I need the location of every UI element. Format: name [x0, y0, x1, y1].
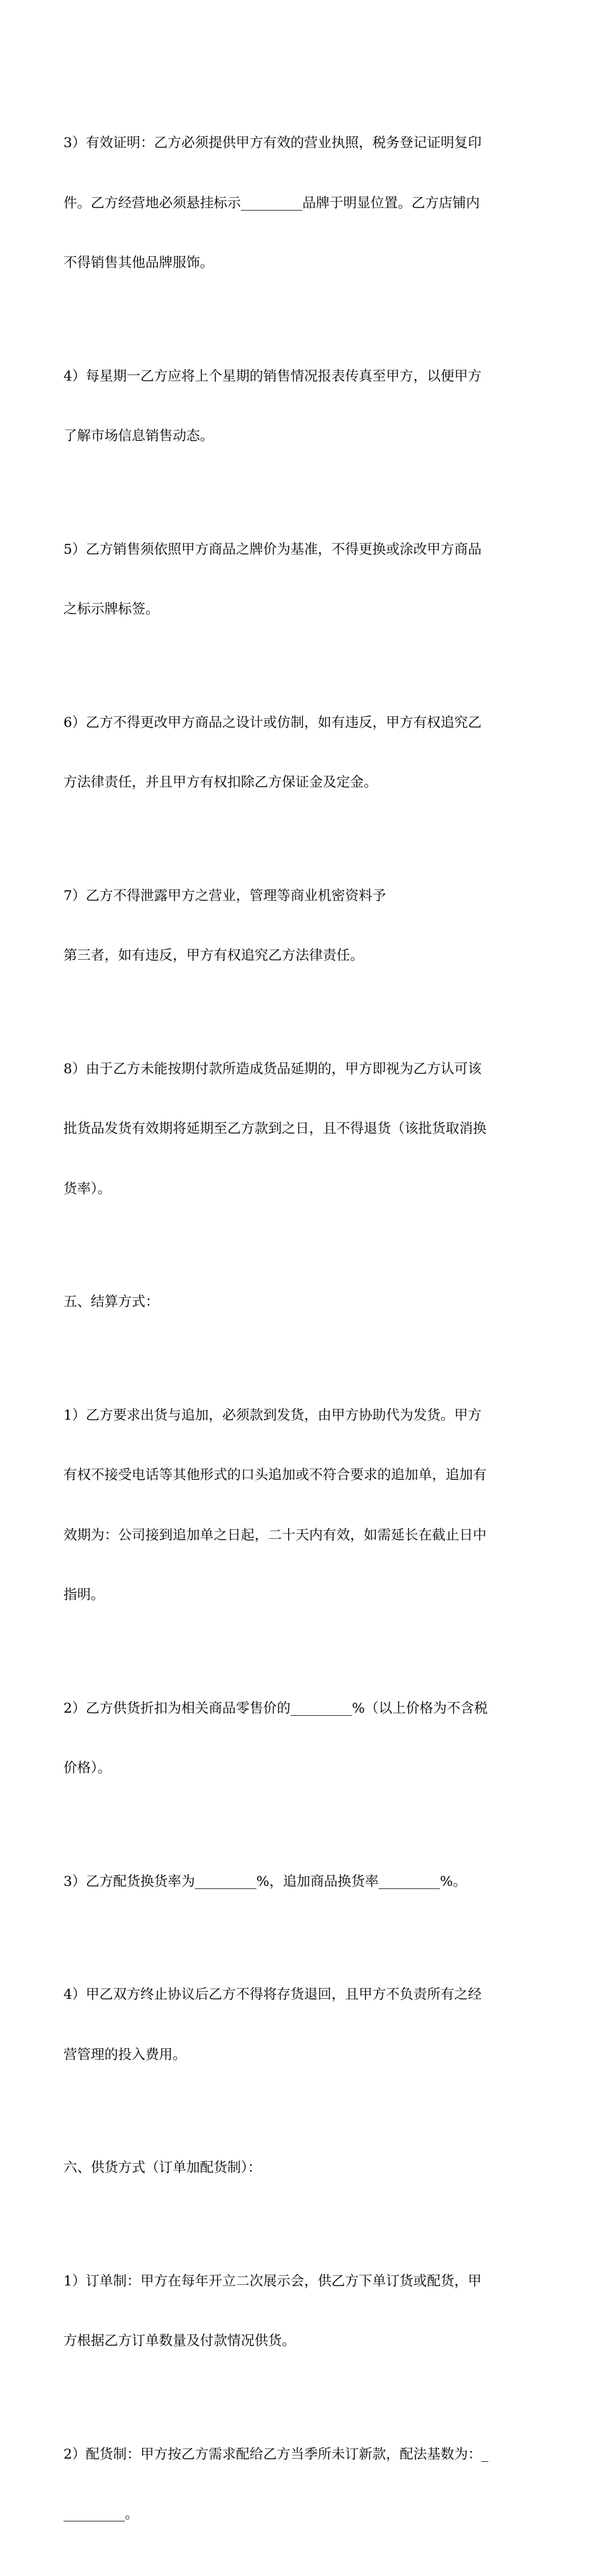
paragraph-discount — [63, 1659, 546, 1819]
text-line: 1）乙方要求出货与追加，必须款到发货，由甲方协助代为发货。甲方 — [63, 1407, 482, 1423]
text-line: 2）配货制：甲方按乙方需求配给乙方当季所未订新款，配法基数为：_ — [63, 2446, 489, 2462]
text-line: 方根据乙方订单数量及付款情况供货。 — [63, 2333, 296, 2349]
text-line: 效期为：公司接到追加单之日起，二十天内有效，如需延长在截止日中 — [63, 1527, 487, 1543]
text-line: 3）有效证明：乙方必须提供甲方有效的营业执照，税务登记证明复印 — [63, 135, 482, 151]
paragraph-order-shipping — [63, 1366, 546, 1645]
text-line: 之标示牌标签。 — [63, 601, 159, 617]
text-line: 7）乙方不得泄露甲方之营业，管理等商业机密资料予 — [63, 887, 387, 904]
section-heading: 五、结算方式： — [63, 1294, 159, 1310]
section-heading-supply — [63, 2118, 546, 2218]
text-line: 货率）。 — [63, 1180, 112, 1197]
paragraph-exchange-rate — [63, 1832, 546, 1932]
text-line: 件。乙方经营地必须悬挂标示_________品牌于明显位置。乙方店铺内 — [63, 195, 480, 211]
text-line: 价格）。 — [63, 1760, 112, 1776]
text-line: 5）乙方销售须依照甲方商品之牌价为基准，不得更换或涂改甲方商品 — [63, 541, 482, 558]
paragraph-confidentiality — [63, 846, 546, 1006]
text-line: 1）订单制：甲方在每年开立二次展示会，供乙方下单订货或配货，甲 — [63, 2273, 482, 2289]
text-line: 第三者，如有违反，甲方有权追究乙方法律责任。 — [63, 948, 364, 964]
paragraph-termination — [63, 1945, 546, 2105]
paragraph-price-basis — [63, 500, 546, 660]
text-line: 4）每星期一乙方应将上个星期的销售情况报表传真至甲方，以便甲方 — [63, 368, 482, 384]
text-line: 了解市场信息销售动态。 — [63, 428, 214, 444]
paragraph-no-imitation — [63, 673, 546, 833]
text-line: 6）乙方不得更改甲方商品之设计或仿制，如有违反，甲方有权追究乙 — [63, 714, 482, 731]
text-line: 不得销售其他品牌服饰。 — [63, 255, 214, 271]
text-line: 8）由于乙方未能按期付款所造成货品延期的，甲方即视为乙方认可该 — [63, 1061, 482, 1077]
text-line: 有权不接受电话等其他形式的口头追加或不符合要求的追加单，追加有 — [63, 1467, 487, 1483]
paragraph-weekly-report — [63, 327, 546, 487]
text-line: 指明。 — [63, 1587, 105, 1603]
text-line: 批货品发货有效期将延期至乙方款到之日，且不得退货（该批货取消换 — [63, 1121, 487, 1137]
paragraph-order-system — [63, 2232, 546, 2391]
text-line: 营管理的投入费用。 — [63, 2046, 187, 2063]
text-line: 2）乙方供货折扣为相关商品零售价的_________%（以上价格为不含税 — [63, 1700, 488, 1716]
paragraph-late-payment — [63, 1019, 546, 1239]
paragraph-effective-proof — [63, 93, 546, 313]
section-heading: 六、供货方式（订单加配货制）： — [63, 2160, 262, 2176]
text-line: 3）乙方配货换货率为_________%，追加商品换货率_________%。 — [63, 1873, 467, 1890]
section-heading-settlement — [63, 1252, 546, 1352]
text-line: _________。 — [63, 2506, 139, 2522]
document-page — [63, 93, 546, 2576]
text-line: 方法律责任，并且甲方有权扣除乙方保证金及定金。 — [63, 775, 378, 790]
text-line: 4）甲乙双方终止协议后乙方不得将存货退回，且甲方不负责所有之经 — [63, 1987, 482, 2003]
paragraph-allocation-system — [63, 2405, 546, 2565]
